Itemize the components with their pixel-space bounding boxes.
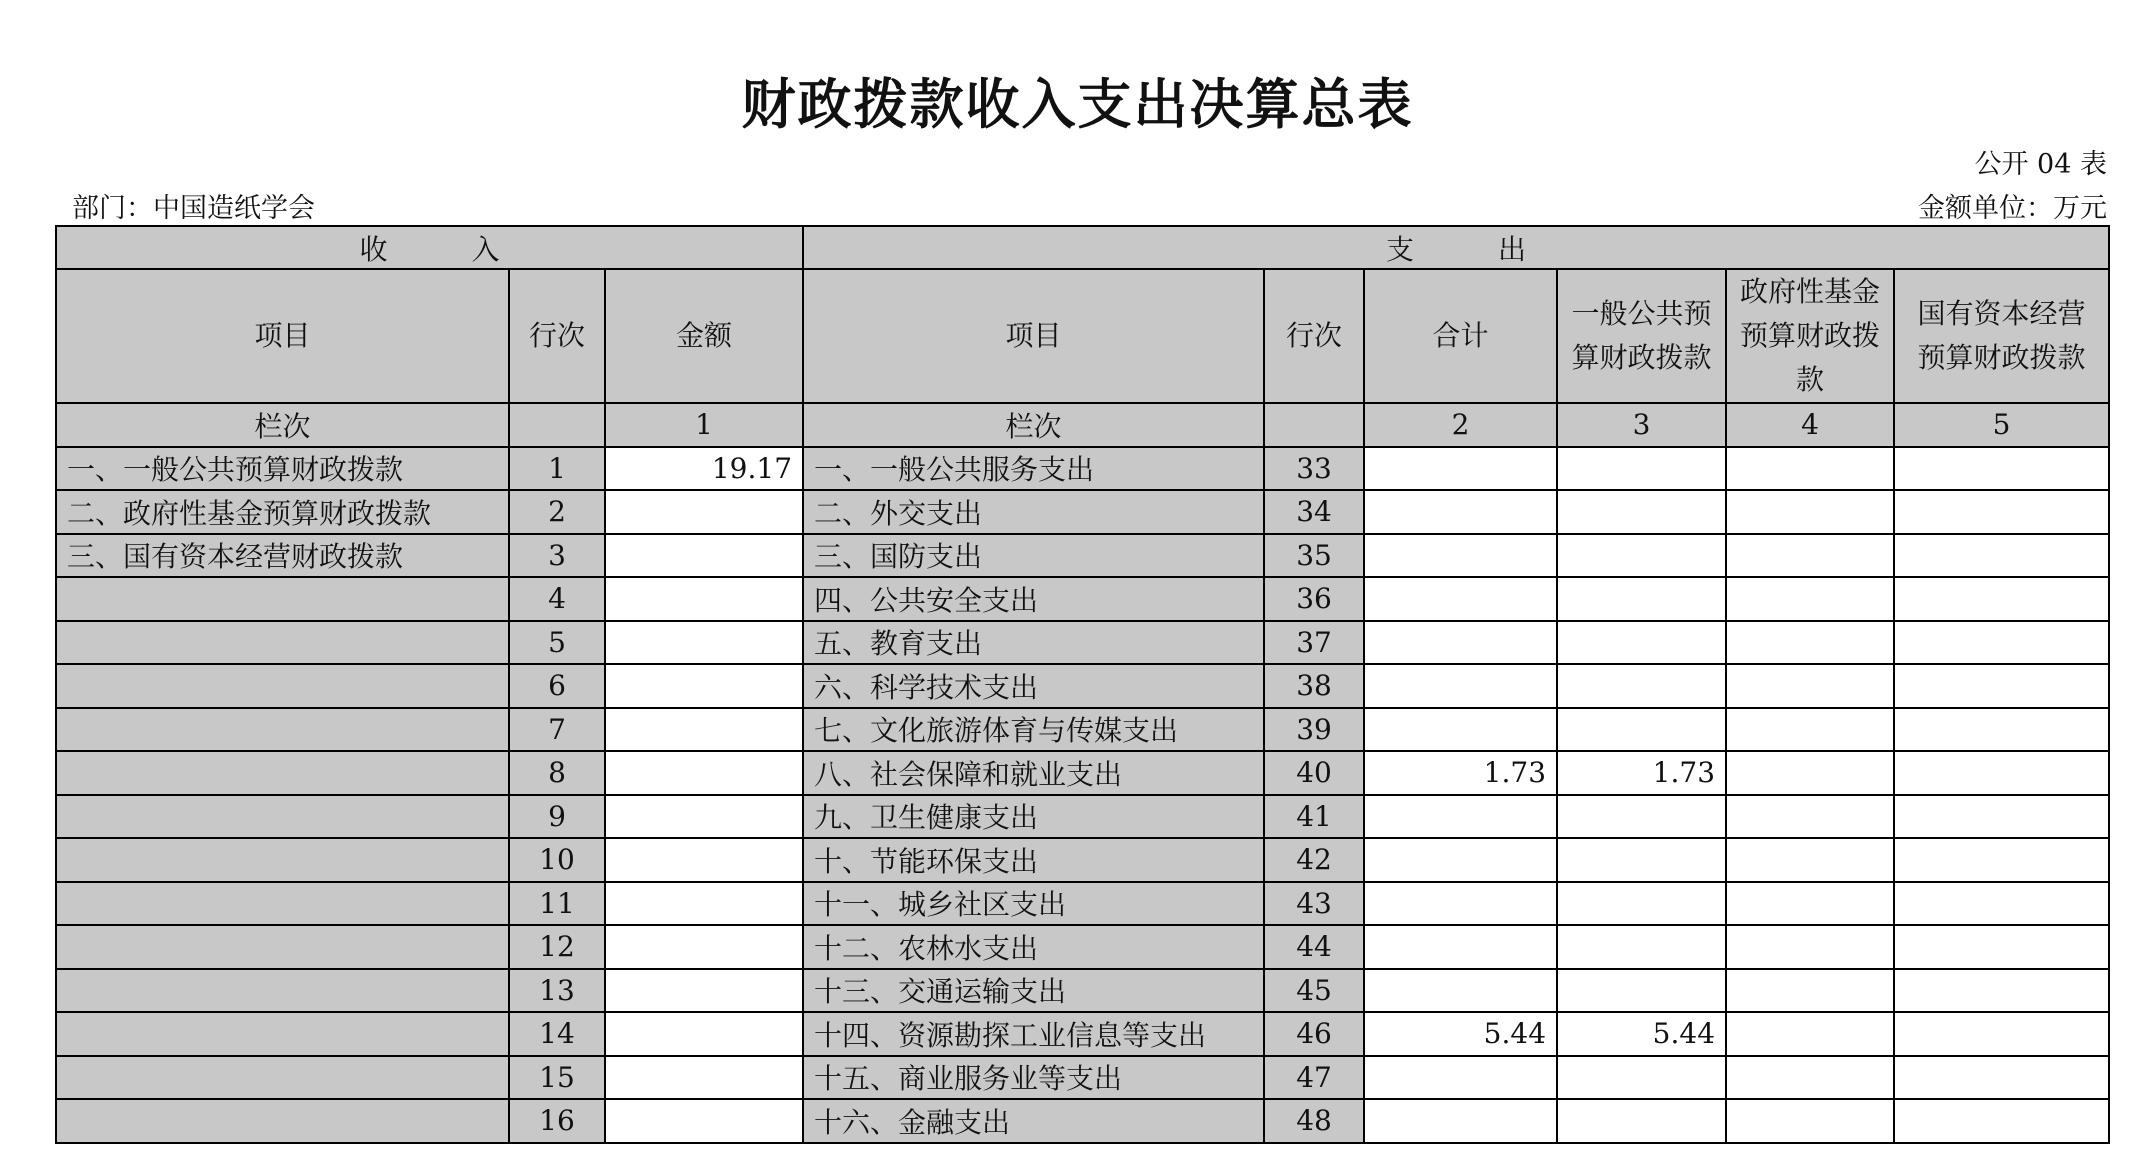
expense-item-cell: 八、社会保障和就业支出 (803, 751, 1264, 795)
expense-index-blank (1264, 403, 1364, 447)
general-budget-cell (1557, 621, 1726, 665)
table-row (56, 1012, 2109, 1056)
column-index-row (56, 403, 2109, 447)
gov-fund-cell (1726, 490, 1894, 534)
section-header-row (56, 226, 2109, 269)
income-amount-cell (605, 838, 803, 882)
state-capital-header: 国有资本经营预算财政拨款 (1894, 269, 2109, 403)
gov-fund-cell (1726, 925, 1894, 969)
total-cell: 5.44 (1364, 1012, 1557, 1056)
expense-item-cell: 十四、资源勘探工业信息等支出 (803, 1012, 1264, 1056)
income-index-label: 栏次 (56, 403, 509, 447)
income-row-no-cell: 2 (509, 490, 605, 534)
income-amount-cell (605, 577, 803, 621)
income-row-no-cell: 11 (509, 882, 605, 926)
income-amount-index: 1 (605, 403, 803, 447)
total-header: 合计 (1364, 269, 1557, 403)
income-item-header: 项目 (56, 269, 509, 403)
total-cell (1364, 969, 1557, 1013)
state-capital-cell (1894, 708, 2109, 752)
income-row-no-cell: 10 (509, 838, 605, 882)
general-budget-cell (1557, 969, 1726, 1013)
general-budget-cell (1557, 664, 1726, 708)
form-number: 公开 04 表 (1974, 149, 2107, 180)
expense-row-no-cell: 44 (1264, 925, 1364, 969)
table-row (56, 795, 2109, 839)
table-row (56, 1056, 2109, 1100)
expense-row-no-cell: 38 (1264, 664, 1364, 708)
table-row (56, 838, 2109, 882)
general-budget-cell (1557, 882, 1726, 926)
state-capital-cell (1894, 621, 2109, 665)
expense-row-no-cell: 42 (1264, 838, 1364, 882)
income-item-cell (56, 1099, 509, 1143)
state-capital-cell (1894, 577, 2109, 621)
expense-item-cell: 十二、农林水支出 (803, 925, 1264, 969)
income-item-cell (56, 577, 509, 621)
total-cell (1364, 925, 1557, 969)
income-amount-cell (605, 1012, 803, 1056)
expense-row-no-cell: 37 (1264, 621, 1364, 665)
income-amount-cell (605, 1056, 803, 1100)
income-item-cell (56, 1012, 509, 1056)
gov-fund-cell (1726, 795, 1894, 839)
gov-fund-cell (1726, 577, 1894, 621)
table-row (56, 534, 2109, 578)
state-capital-cell (1894, 838, 2109, 882)
income-amount-cell (605, 882, 803, 926)
income-amount-cell (605, 925, 803, 969)
gov-fund-cell (1726, 708, 1894, 752)
income-item-cell: 二、政府性基金预算财政拨款 (56, 490, 509, 534)
expense-item-cell: 四、公共安全支出 (803, 577, 1264, 621)
unit-label: 金额单位：万元 (1918, 193, 2107, 224)
expense-item-cell: 五、教育支出 (803, 621, 1264, 665)
general-budget-cell (1557, 795, 1726, 839)
income-item-cell (56, 708, 509, 752)
general-budget-cell (1557, 490, 1726, 534)
general-budget-cell (1557, 534, 1726, 578)
gov-fund-cell (1726, 1012, 1894, 1056)
income-amount-cell: 19.17 (605, 447, 803, 491)
table-row (56, 925, 2109, 969)
general-budget-cell: 5.44 (1557, 1012, 1726, 1056)
income-row-no-cell: 12 (509, 925, 605, 969)
general-budget-index: 3 (1557, 403, 1726, 447)
state-capital-cell (1894, 447, 2109, 491)
expense-row-no-cell: 35 (1264, 534, 1364, 578)
expense-item-cell: 一、一般公共服务支出 (803, 447, 1264, 491)
total-cell (1364, 534, 1557, 578)
total-cell (1364, 1056, 1557, 1100)
table-row (56, 664, 2109, 708)
total-cell (1364, 708, 1557, 752)
income-row-no-cell: 5 (509, 621, 605, 665)
table-row (56, 882, 2109, 926)
table-row (56, 751, 2109, 795)
total-cell (1364, 795, 1557, 839)
state-capital-cell (1894, 925, 2109, 969)
income-index-blank (509, 403, 605, 447)
income-row-no-cell: 6 (509, 664, 605, 708)
income-amount-cell (605, 534, 803, 578)
expense-item-cell: 三、国防支出 (803, 534, 1264, 578)
gov-fund-cell (1726, 621, 1894, 665)
column-header-row (56, 269, 2109, 403)
state-capital-cell (1894, 1012, 2109, 1056)
state-capital-index: 5 (1894, 403, 2109, 447)
appropriation-summary-table (55, 225, 2110, 1144)
gov-fund-cell (1726, 1056, 1894, 1100)
expense-row-no-cell: 46 (1264, 1012, 1364, 1056)
income-row-no-cell: 7 (509, 708, 605, 752)
gov-fund-cell (1726, 664, 1894, 708)
table-row (56, 621, 2109, 665)
income-item-cell (56, 621, 509, 665)
state-capital-cell (1894, 969, 2109, 1013)
expense-row-no-cell: 48 (1264, 1099, 1364, 1143)
income-row-no-header: 行次 (509, 269, 605, 403)
income-amount-cell (605, 621, 803, 665)
state-capital-cell (1894, 490, 2109, 534)
income-row-no-cell: 8 (509, 751, 605, 795)
income-row-no-cell: 9 (509, 795, 605, 839)
expense-item-cell: 十、节能环保支出 (803, 838, 1264, 882)
state-capital-cell (1894, 795, 2109, 839)
income-amount-cell (605, 969, 803, 1013)
expense-row-no-header: 行次 (1264, 269, 1364, 403)
total-index: 2 (1364, 403, 1557, 447)
income-row-no-cell: 16 (509, 1099, 605, 1143)
table-row (56, 577, 2109, 621)
expense-row-no-cell: 45 (1264, 969, 1364, 1013)
income-item-cell (56, 1056, 509, 1100)
general-budget-cell: 1.73 (1557, 751, 1726, 795)
table-row (56, 490, 2109, 534)
table-row (56, 1099, 2109, 1143)
gov-fund-cell (1726, 882, 1894, 926)
income-item-cell: 三、国有资本经营财政拨款 (56, 534, 509, 578)
income-item-cell (56, 838, 509, 882)
state-capital-cell (1894, 751, 2109, 795)
total-cell (1364, 1099, 1557, 1143)
income-amount-cell (605, 490, 803, 534)
gov-fund-cell (1726, 1099, 1894, 1143)
state-capital-cell (1894, 882, 2109, 926)
general-budget-header: 一般公共预算财政拨款 (1557, 269, 1726, 403)
gov-fund-cell (1726, 751, 1894, 795)
general-budget-cell (1557, 1056, 1726, 1100)
expense-item-cell: 二、外交支出 (803, 490, 1264, 534)
table-row (56, 969, 2109, 1013)
state-capital-cell (1894, 1099, 2109, 1143)
income-amount-cell (605, 708, 803, 752)
expense-row-no-cell: 43 (1264, 882, 1364, 926)
expense-item-cell: 十三、交通运输支出 (803, 969, 1264, 1013)
expense-item-cell: 九、卫生健康支出 (803, 795, 1264, 839)
total-cell (1364, 577, 1557, 621)
page-title: 财政拨款收入支出决算总表 (741, 73, 1414, 136)
income-item-cell (56, 925, 509, 969)
expense-row-no-cell: 33 (1264, 447, 1364, 491)
expense-item-cell: 十五、商业服务业等支出 (803, 1056, 1264, 1100)
total-cell (1364, 490, 1557, 534)
table-row (56, 708, 2109, 752)
total-cell (1364, 882, 1557, 926)
general-budget-cell (1557, 838, 1726, 882)
expense-item-cell: 六、科学技术支出 (803, 664, 1264, 708)
income-row-no-cell: 4 (509, 577, 605, 621)
expense-item-cell: 七、文化旅游体育与传媒支出 (803, 708, 1264, 752)
income-row-no-cell: 15 (509, 1056, 605, 1100)
total-cell (1364, 621, 1557, 665)
income-amount-cell (605, 664, 803, 708)
income-item-cell: 一、一般公共预算财政拨款 (56, 447, 509, 491)
income-item-cell (56, 795, 509, 839)
income-amount-header: 金额 (605, 269, 803, 403)
income-amount-cell (605, 1099, 803, 1143)
table-row (56, 447, 2109, 491)
general-budget-cell (1557, 925, 1726, 969)
total-cell: 1.73 (1364, 751, 1557, 795)
total-cell (1364, 838, 1557, 882)
state-capital-cell (1894, 1056, 2109, 1100)
expense-item-header: 项目 (803, 269, 1264, 403)
expense-section-header: 支 出 (803, 226, 2109, 269)
income-item-cell (56, 969, 509, 1013)
expense-index-label: 栏次 (803, 403, 1264, 447)
income-row-no-cell: 1 (509, 447, 605, 491)
general-budget-cell (1557, 1099, 1726, 1143)
expense-row-no-cell: 41 (1264, 795, 1364, 839)
expense-row-no-cell: 40 (1264, 751, 1364, 795)
income-amount-cell (605, 751, 803, 795)
gov-fund-index: 4 (1726, 403, 1894, 447)
expense-row-no-cell: 34 (1264, 490, 1364, 534)
gov-fund-cell (1726, 534, 1894, 578)
general-budget-cell (1557, 708, 1726, 752)
general-budget-cell (1557, 447, 1726, 491)
expense-item-cell: 十一、城乡社区支出 (803, 882, 1264, 926)
expense-item-cell: 十六、金融支出 (803, 1099, 1264, 1143)
expense-row-no-cell: 36 (1264, 577, 1364, 621)
department-label: 部门：中国造纸学会 (72, 193, 315, 224)
expense-row-no-cell: 39 (1264, 708, 1364, 752)
gov-fund-cell (1726, 447, 1894, 491)
state-capital-cell (1894, 664, 2109, 708)
income-row-no-cell: 3 (509, 534, 605, 578)
gov-fund-cell (1726, 838, 1894, 882)
income-item-cell (56, 882, 509, 926)
general-budget-cell (1557, 577, 1726, 621)
income-amount-cell (605, 795, 803, 839)
income-item-cell (56, 751, 509, 795)
income-section-header: 收 入 (56, 226, 803, 269)
gov-fund-header: 政府性基金预算财政拨款 (1726, 269, 1894, 403)
total-cell (1364, 447, 1557, 491)
gov-fund-cell (1726, 969, 1894, 1013)
income-row-no-cell: 14 (509, 1012, 605, 1056)
state-capital-cell (1894, 534, 2109, 578)
income-item-cell (56, 664, 509, 708)
total-cell (1364, 664, 1557, 708)
expense-row-no-cell: 47 (1264, 1056, 1364, 1100)
income-row-no-cell: 13 (509, 969, 605, 1013)
